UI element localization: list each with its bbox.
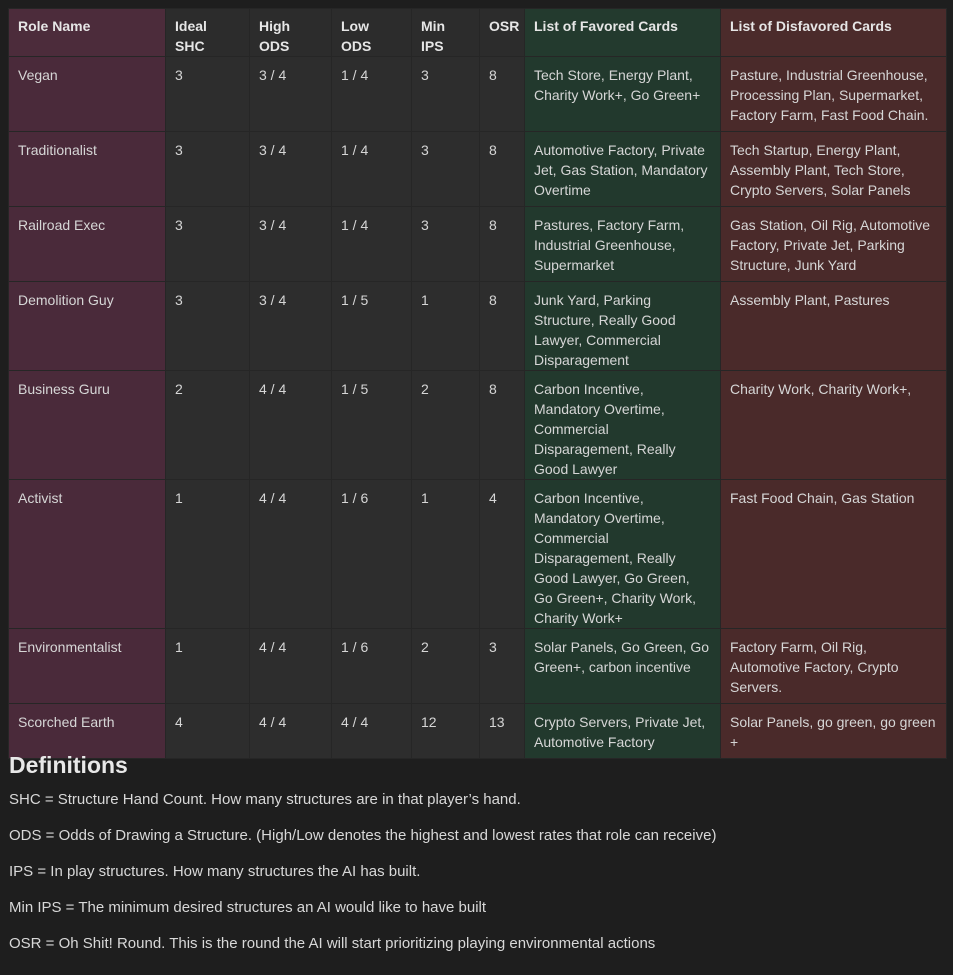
- role-name-cell: Railroad Exec: [9, 207, 166, 282]
- disfavored-cards-cell: Solar Panels, go green, go green +: [721, 704, 947, 759]
- ideal-shc-cell: 3: [166, 132, 250, 207]
- role-name-cell: Vegan: [9, 57, 166, 132]
- low-ods-cell: 1 / 4: [332, 57, 412, 132]
- definition-osr: OSR = Oh Shit! Round. This is the round the AI will start prioritizing playing environmental actions: [9, 935, 656, 952]
- role-name-cell: Activist: [9, 480, 166, 629]
- disfavored-cards-cell: Charity Work, Charity Work+,: [721, 371, 947, 480]
- min-ips-cell: 1: [412, 282, 480, 371]
- ideal-shc-cell: 1: [166, 480, 250, 629]
- osr-cell: 13: [480, 704, 525, 759]
- ideal-shc-cell: 1: [166, 629, 250, 704]
- table-row: [9, 629, 947, 704]
- osr-cell: 8: [480, 132, 525, 207]
- favored-cards-cell: Carbon Incentive, Mandatory Overtime, Commercial Disparagement, Really Good Lawyer: [525, 371, 721, 480]
- ideal-shc-cell: 3: [166, 282, 250, 371]
- ideal-shc-cell: 3: [166, 207, 250, 282]
- favored-cards-cell: Tech Store, Energy Plant, Charity Work+, Go Green+: [525, 57, 721, 132]
- header-high-ods: High ODS: [250, 9, 332, 57]
- min-ips-cell: 3: [412, 57, 480, 132]
- disfavored-cards-cell: Tech Startup, Energy Plant, Assembly Plant, Tech Store, Crypto Servers, Solar Panels: [721, 132, 947, 207]
- favored-cards-cell: Automotive Factory, Private Jet, Gas Station, Mandatory Overtime: [525, 132, 721, 207]
- ideal-shc-cell: 4: [166, 704, 250, 759]
- table-row: [9, 207, 947, 282]
- high-ods-cell: 3 / 4: [250, 132, 332, 207]
- disfavored-cards-cell: Fast Food Chain, Gas Station: [721, 480, 947, 629]
- min-ips-cell: 3: [412, 132, 480, 207]
- low-ods-cell: 4 / 4: [332, 704, 412, 759]
- table-row: [9, 371, 947, 480]
- low-ods-cell: 1 / 4: [332, 132, 412, 207]
- definition-min-ips: Min IPS = The minimum desired structures an AI would like to have built: [9, 899, 487, 916]
- min-ips-cell: 2: [412, 371, 480, 480]
- definition-ips: IPS = In play structures. How many structures the AI has built.: [9, 863, 421, 880]
- high-ods-cell: 3 / 4: [250, 282, 332, 371]
- disfavored-cards-cell: Gas Station, Oil Rig, Automotive Factory, Private Jet, Parking Structure, Junk Yard: [721, 207, 947, 282]
- high-ods-cell: 4 / 4: [250, 371, 332, 480]
- favored-cards-cell: Crypto Servers, Private Jet, Automotive Factory: [525, 704, 721, 759]
- osr-cell: 8: [480, 207, 525, 282]
- min-ips-cell: 1: [412, 480, 480, 629]
- low-ods-cell: 1 / 4: [332, 207, 412, 282]
- table-row: [9, 132, 947, 207]
- table-row: [9, 282, 947, 371]
- favored-cards-cell: Carbon Incentive, Mandatory Overtime, Commercial Disparagement, Really Good Lawyer, Go Green, Go Green+, Charity Work, Charity Work+: [525, 480, 721, 629]
- header-ideal-shc: Ideal SHC: [166, 9, 250, 57]
- ideal-shc-cell: 3: [166, 57, 250, 132]
- high-ods-cell: 3 / 4: [250, 57, 332, 132]
- table-row: [9, 57, 947, 132]
- role-name-cell: Traditionalist: [9, 132, 166, 207]
- disfavored-cards-cell: Assembly Plant, Pastures: [721, 282, 947, 371]
- osr-cell: 4: [480, 480, 525, 629]
- high-ods-cell: 4 / 4: [250, 480, 332, 629]
- low-ods-cell: 1 / 6: [332, 629, 412, 704]
- high-ods-cell: 3 / 4: [250, 207, 332, 282]
- table-row: [9, 480, 947, 629]
- favored-cards-cell: Junk Yard, Parking Structure, Really Good Lawyer, Commercial Disparagement: [525, 282, 721, 371]
- favored-cards-cell: Solar Panels, Go Green, Go Green+, carbon incentive: [525, 629, 721, 704]
- role-name-cell: Environmentalist: [9, 629, 166, 704]
- definition-shc: SHC = Structure Hand Count. How many structures are in that player’s hand.: [9, 791, 521, 808]
- low-ods-cell: 1 / 5: [332, 282, 412, 371]
- definitions-section: [9, 750, 729, 968]
- role-name-cell: Business Guru: [9, 371, 166, 480]
- disfavored-cards-cell: Pasture, Industrial Greenhouse, Processing Plan, Supermarket, Factory Farm, Fast Food Chain.: [721, 57, 947, 132]
- definition-ods: ODS = Odds of Drawing a Structure. (High/Low denotes the highest and lowest rates that role can receive): [9, 827, 717, 844]
- table-header-row: [9, 9, 947, 57]
- disfavored-cards-cell: Factory Farm, Oil Rig, Automotive Factory, Crypto Servers.: [721, 629, 947, 704]
- header-disfavored-cards: List of Disfavored Cards: [721, 9, 947, 57]
- ideal-shc-cell: 2: [166, 371, 250, 480]
- role-name-cell: Scorched Earth: [9, 704, 166, 759]
- high-ods-cell: 4 / 4: [250, 629, 332, 704]
- high-ods-cell: 4 / 4: [250, 704, 332, 759]
- min-ips-cell: 3: [412, 207, 480, 282]
- low-ods-cell: 1 / 6: [332, 480, 412, 629]
- header-favored-cards: List of Favored Cards: [525, 9, 721, 57]
- header-min-ips: Min IPS: [412, 9, 480, 57]
- roles-table: [8, 8, 947, 759]
- header-low-ods: Low ODS: [332, 9, 412, 57]
- favored-cards-cell: Pastures, Factory Farm, Industrial Greenhouse, Supermarket: [525, 207, 721, 282]
- header-role-name: Role Name: [9, 9, 166, 57]
- min-ips-cell: 12: [412, 704, 480, 759]
- osr-cell: 3: [480, 629, 525, 704]
- role-name-cell: Demolition Guy: [9, 282, 166, 371]
- osr-cell: 8: [480, 282, 525, 371]
- min-ips-cell: 2: [412, 629, 480, 704]
- low-ods-cell: 1 / 5: [332, 371, 412, 480]
- osr-cell: 8: [480, 57, 525, 132]
- header-osr: OSR: [480, 9, 525, 57]
- osr-cell: 8: [480, 371, 525, 480]
- definitions-title: Definitions: [9, 752, 128, 778]
